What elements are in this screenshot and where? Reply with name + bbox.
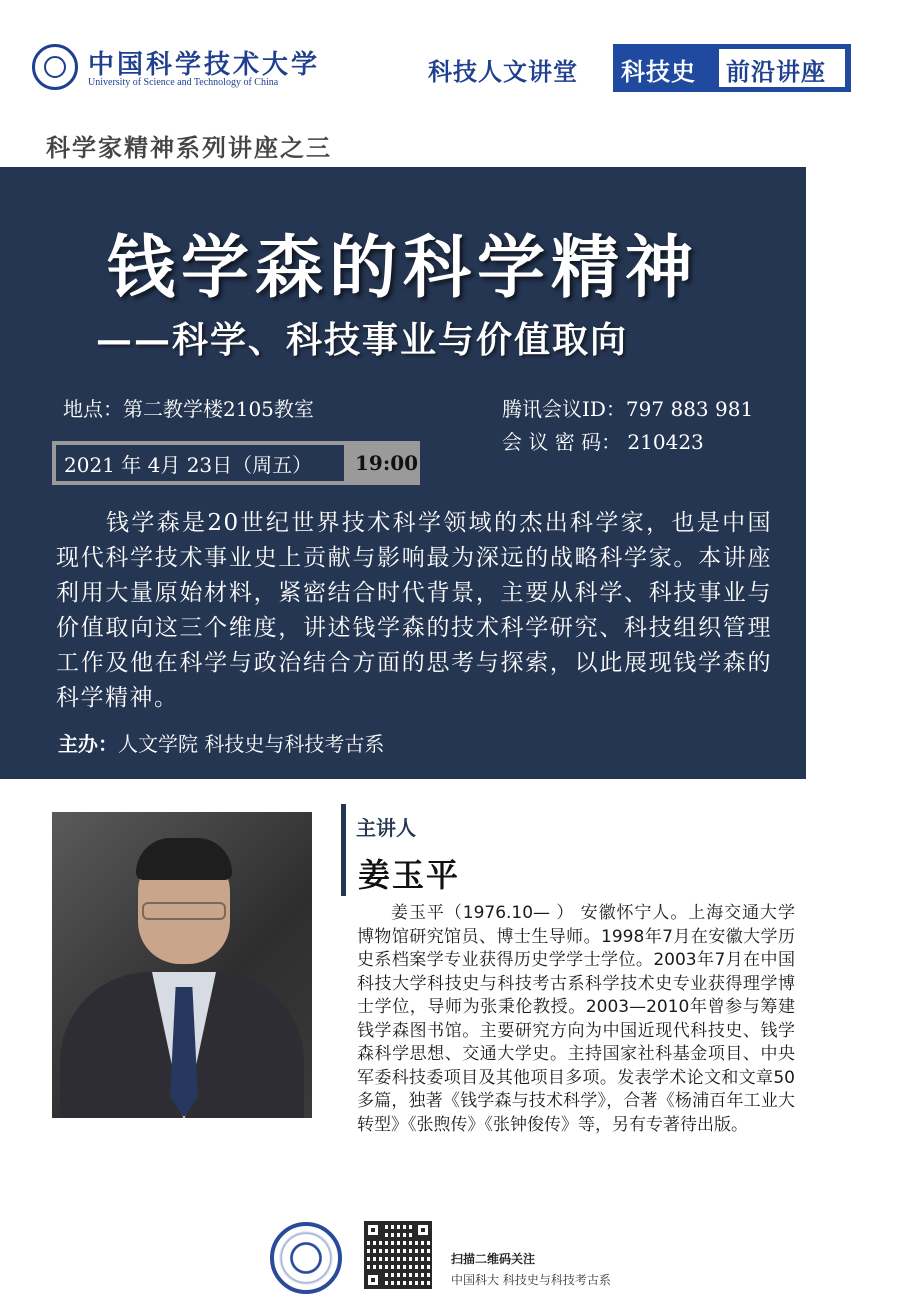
department-seal-icon [270, 1222, 342, 1294]
host [58, 728, 384, 757]
tag-history: 科技史 [621, 57, 696, 86]
host-label: 主办： [58, 732, 118, 756]
qr-code-icon[interactable] [364, 1221, 432, 1289]
lecture-subtitle: ——科学、科技事业与价值取向 [96, 319, 629, 361]
qr-corner [414, 1221, 432, 1239]
account-name: 中国科大 科技史与科技考古系 [451, 1273, 611, 1287]
speaker-accent-bar [341, 804, 346, 896]
tag-humanities: 科技人文讲堂 [428, 57, 578, 86]
host-value: 人文学院 科技史与科技考古系 [118, 732, 385, 756]
tag-frontier: 前沿讲座 [726, 57, 826, 86]
location: 地点：第二教学楼2105教室 [63, 397, 314, 421]
series-title: 科学家精神系列讲座之三 [46, 133, 332, 162]
qr-corner [364, 1221, 382, 1239]
ustc-logo-english: University of Science and Technology of China [88, 77, 279, 88]
ustc-logo-text: 中国科学技术大学 [88, 50, 321, 80]
ustc-logo-seal [32, 44, 78, 90]
photo-glasses [142, 902, 226, 920]
scan-prompt: 扫描二维码关注 [451, 1252, 536, 1266]
lecture-date: 2021 年 4月 23日（周五） [64, 453, 313, 477]
speaker-photo [52, 812, 312, 1118]
speaker-bio: 姜玉平（1976.10— ） 安徽怀宁人。上海交通大学博物馆研究馆员、博士生导师。1998年7月在安徽大学历史系档案学专业获得历史学学士学位。2003年7月在中国科技大学科技史与科技考古系科学技术史专业获得理学博士学位，导师为张秉伦教授。2003—2010年曾参与筹建钱学森图书馆。主要研究方向为中国近现代科技史、钱学森科学思想、交通大学史。主持国家社科基金项目、中央军委科技委项目及其他项目多项。发表学术论文和文章50多篇，独著《钱学森与技术科学》，合著《杨浦百年工业大转型》《张煦传》《张钟俊传》等，另有专著待出版。 [357, 903, 795, 1135]
meeting-id: 腾讯会议ID：797 883 981 [502, 397, 754, 421]
photo-hair [136, 838, 232, 880]
speaker-name: 姜玉平 [358, 856, 461, 894]
lecture-title: 钱学森的科学精神 [106, 228, 699, 308]
lecture-time: 19:00 [355, 451, 419, 475]
speaker-label: 主讲人 [356, 816, 416, 840]
lecture-description: 钱学森是20世纪世界技术科学领域的杰出科学家，也是中国现代科学技术事业史上贡献与影响最为深远的战略科学家。本讲座利用大量原始材料，紧密结合时代背景，主要从科学、科技事业与价值取向这三个维度，讲述钱学森的技术科学研究、科技组织管理工作及他在科学与政治结合方面的思考与探索，以此展现钱学森的科学精神。 [56, 510, 772, 711]
meeting-password: 会 议 密 码： 210423 [502, 430, 704, 454]
qr-corner [364, 1271, 382, 1289]
